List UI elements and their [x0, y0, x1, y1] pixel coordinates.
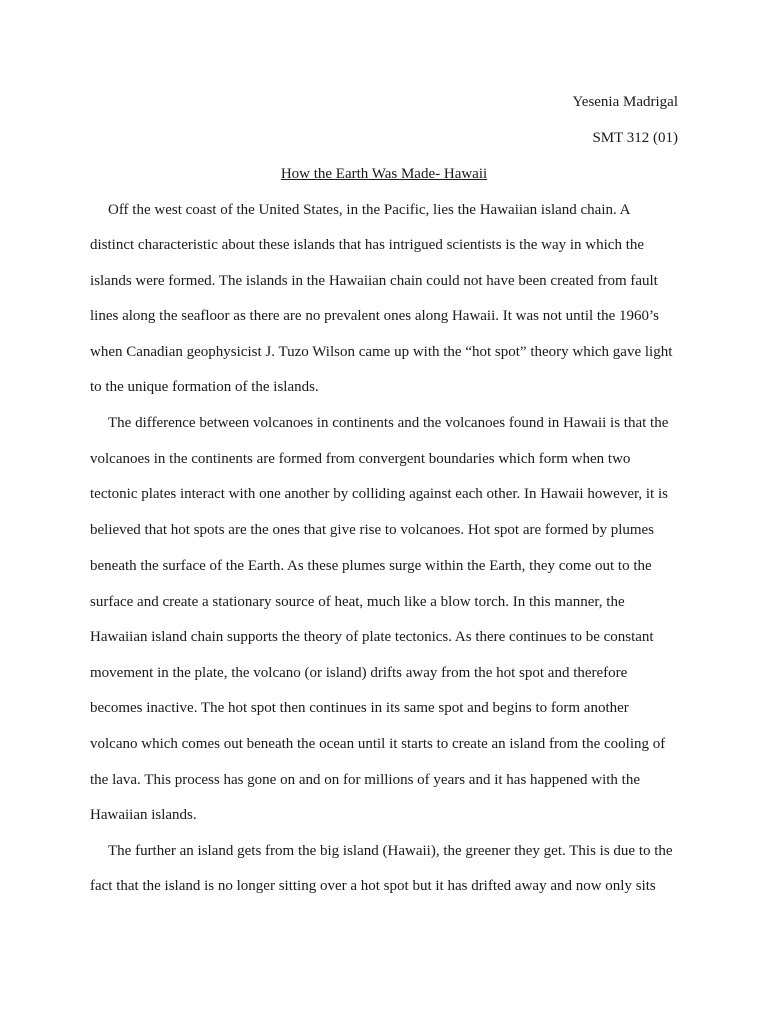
paragraph-line: surface and create a stationary source of heat, much like a blow torch. In this manner, the: [90, 594, 625, 610]
paragraph-line: fact that the island is no longer sitting over a hot spot but it has drifted away and now only sits: [90, 878, 656, 894]
paragraph-line: Off the west coast of the United States, in the Pacific, lies the Hawaiian island chain. A: [108, 202, 631, 218]
paragraph-line: lines along the seafloor as there are no prevalent ones along Hawaii. It was not until the 1960’s: [90, 308, 660, 324]
paragraph-line: movement in the plate, the volcano (or island) drifts away from the hot spot and therefore: [90, 665, 628, 681]
document-title: How the Earth Was Made- Hawaii: [280, 166, 488, 182]
paragraph-line: the lava. This process has gone on and on for millions of years and it has happened with the: [90, 772, 641, 788]
paragraph-line: Hawaiian island chain supports the theory of plate tectonics. As there continues to be constant: [90, 629, 654, 645]
paragraph-line: Hawaiian islands.: [90, 807, 197, 823]
paragraph-line: islands were formed. The islands in the Hawaiian chain could not have been created from fault: [90, 273, 658, 289]
author-name: Yesenia Madrigal: [572, 94, 678, 110]
paragraph-line: believed that hot spots are the ones that give rise to volcanoes. Hot spot are formed by plumes: [90, 522, 655, 538]
paragraph-line: tectonic plates interact with one another by colliding against each other. In Hawaii however, it is: [90, 486, 668, 502]
paragraph-line: The difference between volcanoes in continents and the volcanoes found in Hawaii is that the: [108, 415, 669, 431]
course-code: SMT 312 (01): [592, 130, 678, 146]
paragraph-line: becomes inactive. The hot spot then continues in its same spot and begins to form another: [90, 700, 629, 716]
paragraph-line: beneath the surface of the Earth. As these plumes surge within the Earth, they come out to the: [90, 558, 652, 574]
paragraph-line: volcano which comes out beneath the ocean until it starts to create an island from the cooling of: [90, 736, 666, 752]
paragraph-line: when Canadian geophysicist J. Tuzo Wilson came up with the “hot spot” theory which gave light: [90, 344, 673, 360]
paragraph-line: The further an island gets from the big island (Hawaii), the greener they get. This is due to the: [108, 843, 673, 859]
paragraph-line: volcanoes in the continents are formed from convergent boundaries which form when two: [90, 451, 631, 467]
paragraph-line: distinct characteristic about these islands that has intrigued scientists is the way in which the: [90, 237, 645, 253]
paragraph-line: to the unique formation of the islands.: [90, 379, 319, 395]
